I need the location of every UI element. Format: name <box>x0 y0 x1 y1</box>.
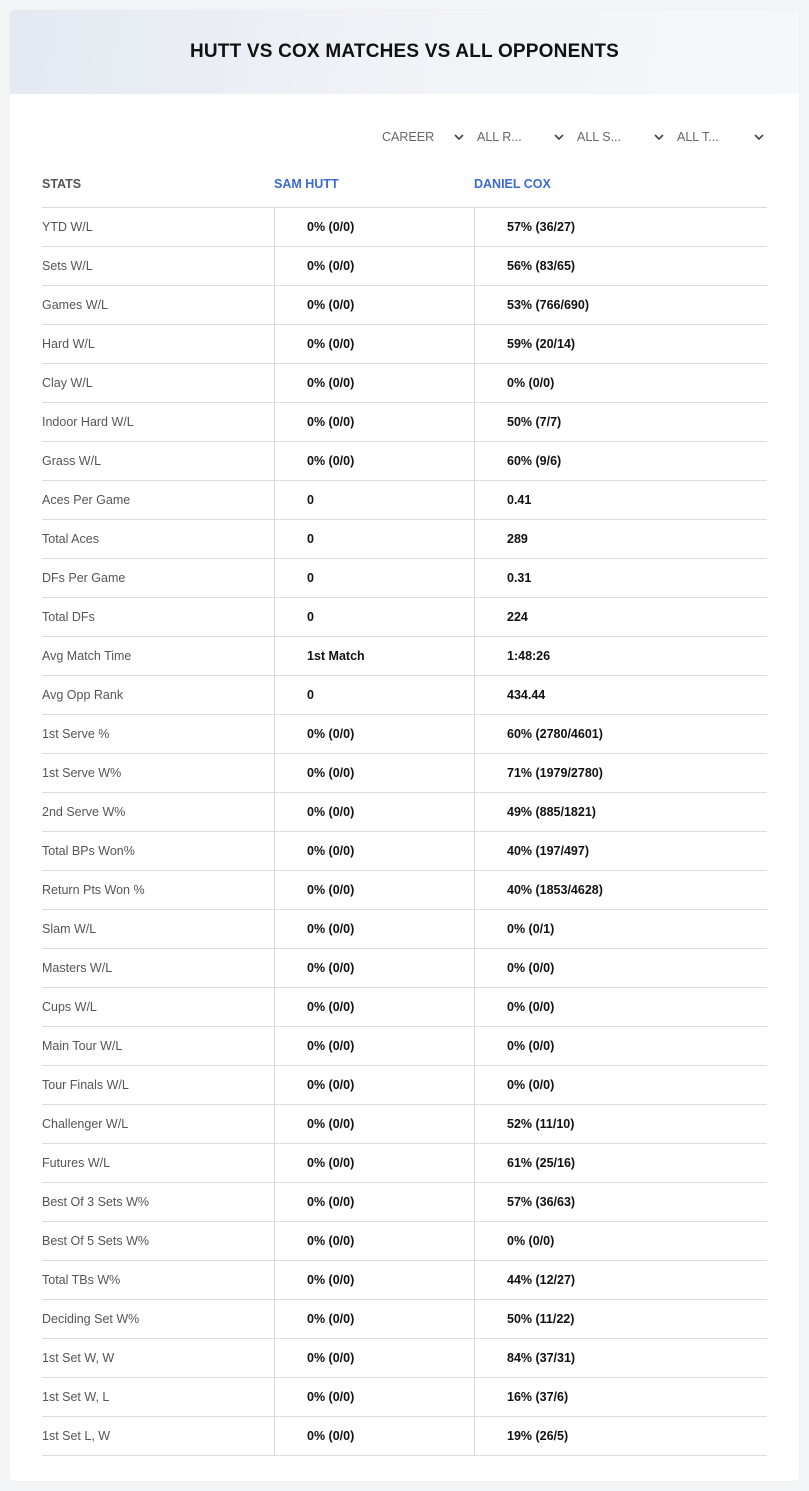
table-row <box>42 637 767 676</box>
player2-value: 59% (20/14) <box>474 325 767 363</box>
stat-label: 1st Set W, L <box>42 1390 110 1404</box>
table-row <box>42 1300 767 1339</box>
player2-value: 0% (0/0) <box>474 1222 767 1260</box>
player2-value: 0% (0/0) <box>474 949 767 987</box>
player1-value: 0% (0/0) <box>274 1222 474 1260</box>
filter-label: ALL T... <box>677 130 719 144</box>
filter-label: ALL S... <box>577 130 622 144</box>
player2-value: 56% (83/65) <box>474 247 767 285</box>
player1-value: 0% (0/0) <box>274 1183 474 1221</box>
player1-value: 0 <box>274 559 474 597</box>
stats-card <box>10 10 799 1481</box>
player1-value: 0% (0/0) <box>274 1027 474 1065</box>
table-row <box>42 1261 767 1300</box>
table-row <box>42 559 767 598</box>
table-row <box>42 988 767 1027</box>
player1-value: 0% (0/0) <box>274 325 474 363</box>
player1-value: 0 <box>274 481 474 519</box>
table-row <box>42 1144 767 1183</box>
filter-label: ALL R... <box>477 130 522 144</box>
table-row <box>42 1417 767 1456</box>
player2-value: 84% (37/31) <box>474 1339 767 1377</box>
player2-value: 50% (7/7) <box>474 403 767 441</box>
player2-value: 40% (197/497) <box>474 832 767 870</box>
table-row <box>42 442 767 481</box>
player1-value: 0% (0/0) <box>274 1105 474 1143</box>
table-row <box>42 286 767 325</box>
stat-label: Main Tour W/L <box>42 1039 123 1053</box>
player2-value: 434.44 <box>474 676 767 714</box>
table-row <box>42 676 767 715</box>
table-row <box>42 208 767 247</box>
stat-label: YTD W/L <box>42 220 93 234</box>
card-header <box>10 10 799 94</box>
table-row <box>42 754 767 793</box>
chevron-down-icon <box>453 131 465 143</box>
page-title: HUTT VS COX MATCHES VS ALL OPPONENTS <box>189 41 620 62</box>
stats-column-header: STATS <box>42 176 82 191</box>
table-row <box>42 1183 767 1222</box>
stat-label: Best Of 3 Sets W% <box>42 1195 149 1209</box>
player2-value: 40% (1853/4628) <box>474 871 767 909</box>
table-row <box>42 1222 767 1261</box>
filter-bar <box>372 126 767 148</box>
stat-label: Avg Match Time <box>42 649 132 663</box>
stat-label: Indoor Hard W/L <box>42 415 134 429</box>
player1-value: 0% (0/0) <box>274 793 474 831</box>
table-row <box>42 403 767 442</box>
stat-label: Slam W/L <box>42 922 97 936</box>
player2-value: 44% (12/27) <box>474 1261 767 1299</box>
stat-label: Challenger W/L <box>42 1117 129 1131</box>
stat-label: Masters W/L <box>42 961 113 975</box>
table-row <box>42 247 767 286</box>
player2-value: 53% (766/690) <box>474 286 767 324</box>
stat-label: DFs Per Game <box>42 571 126 585</box>
stat-label: Avg Opp Rank <box>42 688 124 702</box>
player2-value: 57% (36/63) <box>474 1183 767 1221</box>
player1-value: 0% (0/0) <box>274 286 474 324</box>
table-row <box>42 793 767 832</box>
player1-value: 0% (0/0) <box>274 208 474 246</box>
career-filter-dropdown[interactable] <box>372 126 467 148</box>
stat-label: Hard W/L <box>42 337 95 351</box>
player2-value: 224 <box>474 598 767 636</box>
player1-value: 0 <box>274 598 474 636</box>
player2-value: 0.41 <box>474 481 767 519</box>
stat-label: Return Pts Won % <box>42 883 145 897</box>
chevron-down-icon <box>553 131 565 143</box>
stat-label: Total DFs <box>42 610 95 624</box>
player1-value: 0% (0/0) <box>274 871 474 909</box>
player2-value: 19% (26/5) <box>474 1417 767 1455</box>
stat-label: Total TBs W% <box>42 1273 121 1287</box>
table-row <box>42 598 767 637</box>
stat-label: Grass W/L <box>42 454 102 468</box>
stat-label: Games W/L <box>42 298 108 312</box>
player2-value: 49% (885/1821) <box>474 793 767 831</box>
stat-label: Sets W/L <box>42 259 93 273</box>
stat-label: Total BPs Won% <box>42 844 135 858</box>
tournament-filter-dropdown[interactable] <box>667 126 767 148</box>
player1-value: 0% (0/0) <box>274 988 474 1026</box>
player2-value: 52% (11/10) <box>474 1105 767 1143</box>
player1-link[interactable]: SAM HUTT <box>274 176 339 191</box>
table-body <box>42 208 767 1456</box>
stat-label: Tour Finals W/L <box>42 1078 129 1092</box>
player1-value: 0% (0/0) <box>274 403 474 441</box>
stats-table <box>42 160 767 1456</box>
table-row <box>42 1339 767 1378</box>
player1-value: 0% (0/0) <box>274 442 474 480</box>
filter-label: CAREER <box>382 130 435 144</box>
table-row <box>42 481 767 520</box>
player2-value: 289 <box>474 520 767 558</box>
chevron-down-icon <box>653 131 665 143</box>
player2-value: 0% (0/1) <box>474 910 767 948</box>
player1-value: 0% (0/0) <box>274 247 474 285</box>
player2-value: 0.31 <box>474 559 767 597</box>
player1-value: 1st Match <box>274 637 474 675</box>
player2-value: 61% (25/16) <box>474 1144 767 1182</box>
stat-label: 1st Serve W% <box>42 766 122 780</box>
stat-label: 2nd Serve W% <box>42 805 126 819</box>
table-row <box>42 715 767 754</box>
player2-value: 71% (1979/2780) <box>474 754 767 792</box>
player1-value: 0% (0/0) <box>274 910 474 948</box>
stat-label: Clay W/L <box>42 376 93 390</box>
player1-value: 0% (0/0) <box>274 1300 474 1338</box>
stat-label: Best Of 5 Sets W% <box>42 1234 149 1248</box>
player2-value: 0% (0/0) <box>474 988 767 1026</box>
player2-value: 57% (36/27) <box>474 208 767 246</box>
table-row <box>42 325 767 364</box>
player2-value: 0% (0/0) <box>474 1066 767 1104</box>
player1-value: 0% (0/0) <box>274 1144 474 1182</box>
player1-value: 0% (0/0) <box>274 1378 474 1416</box>
table-row <box>42 364 767 403</box>
player1-value: 0 <box>274 520 474 558</box>
player1-value: 0% (0/0) <box>274 1339 474 1377</box>
player2-value: 50% (11/22) <box>474 1300 767 1338</box>
player1-value: 0 <box>274 676 474 714</box>
player1-value: 0% (0/0) <box>274 364 474 402</box>
player1-value: 0% (0/0) <box>274 1066 474 1104</box>
table-row <box>42 871 767 910</box>
player1-value: 0% (0/0) <box>274 949 474 987</box>
player1-value: 0% (0/0) <box>274 754 474 792</box>
player2-value: 0% (0/0) <box>474 364 767 402</box>
table-row <box>42 1027 767 1066</box>
table-row <box>42 520 767 559</box>
table-row <box>42 910 767 949</box>
table-row <box>42 1066 767 1105</box>
player2-value: 1:48:26 <box>474 637 767 675</box>
player2-value: 60% (9/6) <box>474 442 767 480</box>
surface-filter-dropdown[interactable] <box>567 126 667 148</box>
player2-link[interactable]: DANIEL COX <box>474 176 551 191</box>
round-filter-dropdown[interactable] <box>467 126 567 148</box>
stat-label: Deciding Set W% <box>42 1312 140 1326</box>
stat-label: 1st Set W, W <box>42 1351 115 1365</box>
chevron-down-icon <box>753 131 765 143</box>
table-row <box>42 1378 767 1417</box>
stat-label: Total Aces <box>42 532 99 546</box>
player2-value: 0% (0/0) <box>474 1027 767 1065</box>
stat-label: 1st Serve % <box>42 727 110 741</box>
player2-value: 60% (2780/4601) <box>474 715 767 753</box>
table-row <box>42 949 767 988</box>
player1-value: 0% (0/0) <box>274 832 474 870</box>
stat-label: Futures W/L <box>42 1156 111 1170</box>
table-header <box>42 160 767 208</box>
player1-value: 0% (0/0) <box>274 715 474 753</box>
stat-label: Cups W/L <box>42 1000 97 1014</box>
stat-label: 1st Set L, W <box>42 1429 111 1443</box>
stat-label: Aces Per Game <box>42 493 131 507</box>
player2-value: 16% (37/6) <box>474 1378 767 1416</box>
player1-value: 0% (0/0) <box>274 1417 474 1455</box>
table-row <box>42 832 767 871</box>
table-row <box>42 1105 767 1144</box>
player1-value: 0% (0/0) <box>274 1261 474 1299</box>
